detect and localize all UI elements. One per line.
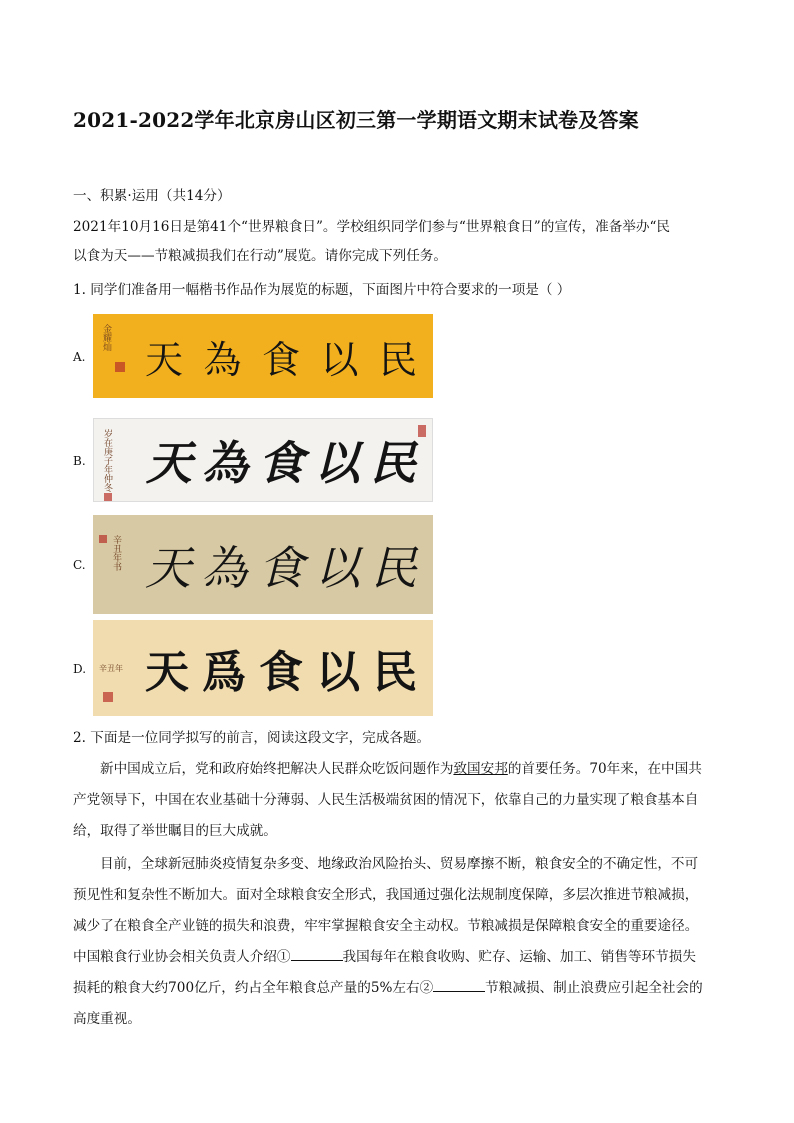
calligraphy-char: 以	[314, 540, 361, 595]
seal-stamp-icon	[418, 425, 426, 437]
paragraph-line: 产党领导下，中国在农业基础十分薄弱、人民生活极端贫困的情况下，依靠自己的力量实现了粮食基本自	[73, 792, 699, 808]
underlined-word: 致国安邦	[453, 761, 508, 777]
paragraph-line: 新中国成立后，党和政府始终把解决人民群众吃饭问题作为致国安邦的首要任务。70年来，在中国共	[100, 761, 702, 777]
calligraphy-char: 以	[320, 337, 359, 382]
calligraphy-char: 為	[201, 540, 248, 595]
paragraph-line: 中国粮食行业协会相关负责人介绍① 我国每年在粮食收购、贮存、运输、加工、销售等环节损失	[73, 949, 696, 965]
calligraphy-char: 為	[202, 436, 248, 490]
calligraphy-char: 爲	[202, 647, 246, 698]
option-b-calligraphy	[93, 418, 433, 502]
paragraph-line: 给，取得了举世瞩目的巨大成就。	[73, 823, 277, 839]
calligraphy-char: 為	[203, 337, 242, 382]
artist-inscription: 辛丑年	[99, 664, 123, 673]
option-c-label: C.	[73, 558, 86, 572]
calligraphy-char: 食	[258, 436, 304, 490]
calligraphy-char: 食	[259, 647, 303, 698]
intro-line: 2021年10月16日是第41个“世界粮食日”。学校组织同学们参与“世界粮食日”的宣传，准备举办“民	[73, 219, 671, 235]
option-d-label: D.	[73, 662, 87, 676]
calligraphy-char: 民	[378, 337, 417, 382]
question-2: 2. 下面是一位同学拟写的前言，阅读这段文字，完成各题。	[73, 730, 431, 746]
calligraphy-char: 食	[258, 540, 304, 595]
calligraphy-char: 以	[316, 647, 360, 698]
paragraph-line: 高度重视。	[73, 1011, 141, 1027]
paragraph-line: 预见性和复杂性不断加大。面对全球粮食安全形式，我国通过强化法规制度保障，多层次推进节粮减损，	[73, 887, 699, 903]
artist-inscription: 岁在庚子年仲冬	[102, 429, 112, 492]
calligraphy-char: 民	[373, 647, 417, 698]
calligraphy-char: 食	[261, 337, 300, 382]
calligraphy-char: 天	[145, 540, 191, 595]
paragraph-line: 目前，全球新冠肺炎疫情复杂多变、地缘政治风险抬头、贸易摩擦不断，粮食安全的不确定性，不可	[100, 856, 699, 872]
fill-blank-1[interactable]	[291, 948, 343, 961]
fill-blank-2[interactable]	[433, 979, 485, 992]
intro-line: 以食为天——节粮减损我们在行动”展览。请你完成下列任务。	[73, 248, 447, 264]
calligraphy-char: 民	[371, 540, 417, 595]
question-1: 1. 同学们准备用一幅楷书作品作为展览的标题，下面图片中符合要求的一项是（ ）	[73, 282, 571, 298]
calligraphy-char: 以	[314, 436, 360, 490]
option-d-calligraphy	[93, 620, 433, 716]
calligraphy-char: 天	[145, 337, 184, 382]
paragraph-line: 损耗的粮食大约700亿斤，约占全年粮食总产量的5%左右② 节粮减损、制止浪费应引起全社会的	[73, 980, 703, 996]
paragraph-line: 减少了在粮食全产业链的损失和浪费，牢牢掌握粮食安全主动权。节粮减损是保障粮食安全的重要途径。	[73, 918, 699, 934]
seal-stamp-icon	[115, 362, 125, 372]
artist-inscription: 金耀灿	[101, 324, 111, 351]
calligraphy-char: 天	[145, 647, 189, 698]
seal-stamp-icon	[104, 493, 112, 501]
option-a-calligraphy	[93, 314, 433, 398]
calligraphy-char: 天	[146, 436, 192, 490]
option-a-label: A.	[73, 350, 86, 364]
section-heading: 一、积累·运用（共14分）	[73, 188, 231, 204]
document-title: 2021-2022学年北京房山区初三第一学期语文期末试卷及答案	[73, 108, 639, 132]
calligraphy-char: 民	[370, 436, 416, 490]
seal-stamp-icon	[103, 692, 113, 702]
option-c-calligraphy	[93, 515, 433, 614]
seal-stamp-icon	[99, 535, 107, 543]
option-b-label: B.	[73, 454, 86, 468]
artist-inscription: 辛丑年书	[111, 535, 121, 571]
